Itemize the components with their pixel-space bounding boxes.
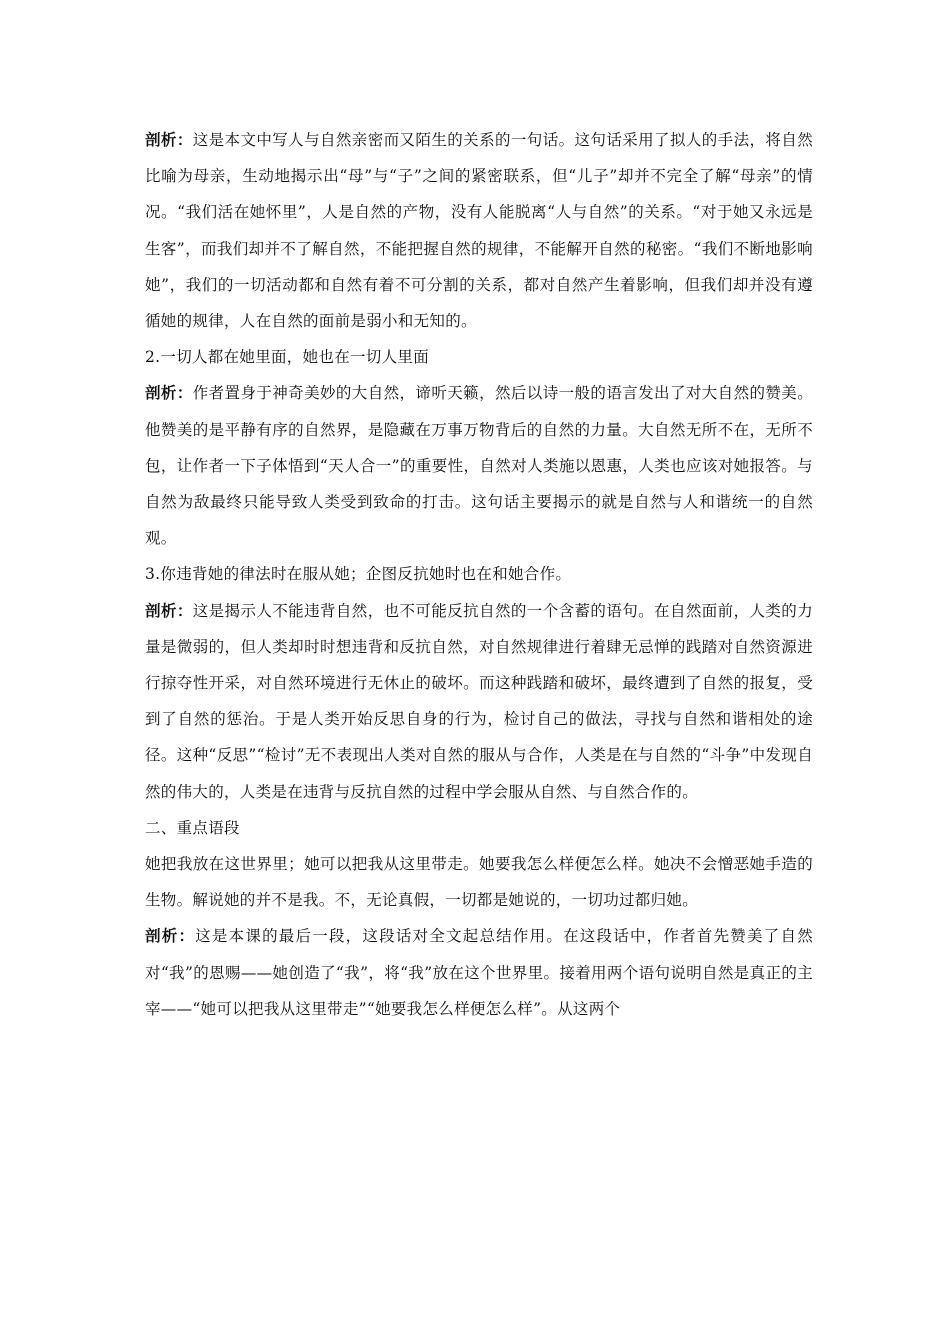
- analysis-label: 剖析：: [145, 130, 193, 149]
- quote-text: 2.一切人都在她里面，她也在一切人里面: [145, 348, 429, 367]
- document-body: [145, 122, 813, 1027]
- analysis-text: 这是本文中写人与自然亲密而又陌生的关系的一句话。这句话采用了拟人的手法，将自然比喻为母亲，生动地揭示出“母”与“子”之间的紧密联系，但“儿子”却并不完全了解“母亲”的情况。“我们活在她怀里”，人是自然的产物，没有人能脱离“人与自然”的关系。“对于她又永远是生客”，而我们却并不了解自然，不能把握自然的规律，不能解开自然的秘密。“我们不断地影响她”，我们的一切活动都和自然有着不可分割的关系，都对自然产生着影响，但我们却并没有遵循她的规律，人在自然的面前是弱小和无知的。: [145, 131, 814, 331]
- analysis-paragraph-2: [145, 375, 813, 556]
- key-passage-text: 她把我放在这世界里；她可以把我从这里带走。她要我怎么样便怎么样。她决不会憎恶她手造的生物。解说她的并不是我。不，无论真假，一切都是她说的，一切功过都归她。: [145, 855, 813, 910]
- analysis-label: 剖析：: [145, 383, 193, 403]
- analysis-paragraph-1: [145, 122, 813, 339]
- analysis-text: 作者置身于神奇美妙的大自然，谛听天籁，然后以诗一般的语言发出了对大自然的赞美。他赞美的是平静有序的自然界，是隐藏在万事万物背后的自然的力量。大自然无所不在，无所不包，让作者一下子体悟到“天人合一”的重要性，自然对人类施以恩惠，人类也应该对她报答。与自然为敌最终只能导致人类受到致命的打击。这句话主要揭示的就是自然与人和谐统一的自然观。: [145, 384, 814, 548]
- section-heading: [145, 810, 813, 846]
- analysis-label: 剖析：: [145, 926, 196, 946]
- quote-text: 3.你违背她的律法时在服从她；企图反抗她时也在和她合作。: [145, 565, 572, 584]
- analysis-text: 这是本课的最后一段，这段话对全文起总结作用。在这段话中，作者首先赞美了自然对“我”的恩赐——她创造了“我”，将“我”放在这个世界里。接着用两个语句说明自然是真正的主宰——“她可以把我从这里带走”“她要我怎么样便怎么样”。从这两个: [145, 927, 813, 1018]
- analysis-label: 剖析：: [145, 600, 193, 620]
- key-passage: [145, 846, 813, 918]
- analysis-text: 这是揭示人不能违背自然，也不可能反抗自然的一个含蓄的语句。在自然面前，人类的力量是微弱的，但人类却时时想违背和反抗自然，对自然规律进行着肆无忌惮的践踏对自然资源进行掠夺性开采，对自然环境进行无休止的破坏。而这种践踏和破坏，最终遭到了自然的报复，受到了自然的惩治。于是人类开始反思自身的行为，检讨自己的做法，寻找与自然和谐相处的途径。这种“反思”“检讨”无不表现出人类对自然的服从与合作，人类是在与自然的“斗争”中发现自然的伟大的，人类是在违背与反抗自然的过程中学会服从自然、与自然合作的。: [145, 601, 814, 801]
- section-heading-text: 二、重点语段: [145, 818, 240, 837]
- analysis-paragraph-3: [145, 593, 813, 810]
- analysis-paragraph-4: [145, 918, 813, 1027]
- quote-sentence-3: [145, 556, 813, 592]
- quote-sentence-2: [145, 339, 813, 375]
